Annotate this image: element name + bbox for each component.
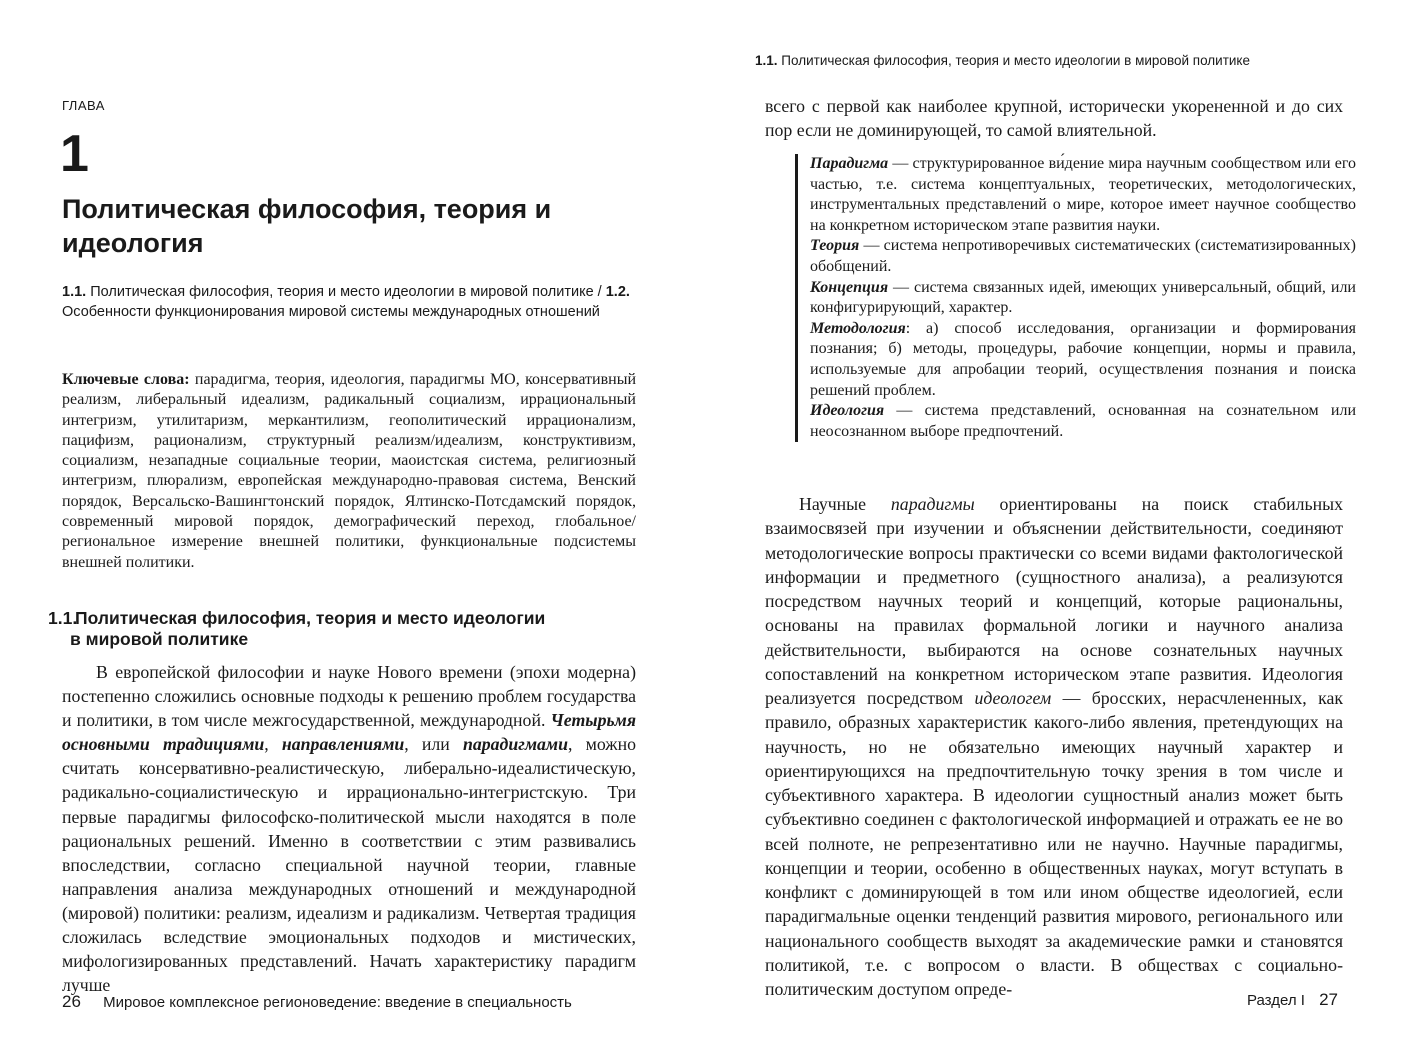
- definition-term: Парадигма: [810, 155, 889, 172]
- text-run: ориентированы на поиск стабильных взаимосвязей при изучении и объяснении действительности, соединяют методологические вопросы практически со всеми видами фактологической информации и предметного (сущностного анализа), а реализуются посредством научных теорий и концепций, которые рациональны, основаны на правилах формальной логики и научного анализа действительности, выбираются на основе сознательных научных сопоставлений на конкретном историческом этапе развития. Идеология реализуется посредством: [765, 494, 1344, 708]
- paragraph: [62, 660, 636, 997]
- right-page: [707, 0, 1415, 1045]
- definition-term: Теория: [810, 237, 860, 255]
- body-text-top: [765, 94, 1343, 142]
- definition-item: [810, 401, 1356, 442]
- definition-text: — система связанных идей, имеющих универсальный, общий, или конфигурирующий, характер.: [810, 278, 1356, 317]
- contents-item2-text: Особенности функционирования мировой системы международных отношений: [62, 304, 600, 320]
- running-head-num: 1.1.: [755, 53, 778, 68]
- definition-item: [810, 154, 1356, 236]
- definition-text: — система непротиворечивых систематических (систематизированных) обобщений.: [810, 237, 1356, 275]
- contents-item2-num: 1.2.: [605, 284, 630, 300]
- text-run: В европейской философии и науке Нового времени (эпохи модерна) постепенно сложились основные подходы к решению проблем государства и политики, в том числе межгосударственной, международной.: [62, 662, 636, 731]
- definition-term: Идеология: [810, 402, 885, 420]
- text-run: , можно считать консервативно-реалистическую, либерально-идеалистическую, радикально-социалистическую и иррационально-интегристскую. Три первые парадигмы философско-политической мысли находятся в поле рациональных решений. Именно в соответствии с этим развивались впоследствии, согласно специальной научной теории, главные направления анализа международных отношений и международной (мировой) политики: реализм, идеализм и радикализм. Четвертая традиция сложилась вследствие эмоциональных подходов и мистических, мифологизированных представлений. Начать характеристику парадигм лучше: [62, 734, 636, 996]
- contents-item1-num: 1.1.: [62, 284, 87, 300]
- paragraph: всего с первой как наиболее крупной, исторически укорененной и до сих пор если не доминирующей, то самой влиятельной.: [765, 96, 1343, 140]
- emphasis: идеологем: [974, 688, 1052, 708]
- running-head-text: Политическая философия, теория и место идеологии в мировой политике: [781, 53, 1250, 68]
- keywords-block: [62, 370, 636, 573]
- emphasis: направлениями: [281, 734, 405, 755]
- chapter-label: ГЛАВА: [62, 98, 105, 113]
- text-run: Научные: [799, 494, 891, 514]
- definition-text: — система представлений, основанная на сознательном или неосознанном выборе предпочтений.: [810, 402, 1356, 440]
- definition-text: : а) способ исследования, организации и формирования познания; б) методы, процедуры, рабочие концепции, нормы и правила, используемые для апробации теорий, осуществления познания и поиска решений проблем.: [810, 319, 1356, 399]
- running-head: [755, 53, 1250, 68]
- keywords-text: парадигма, теория, идеология, парадигмы МО, консервативный реализм, либеральный идеализм, радикальный социализм, иррациональный интегризм, утилитаризм, меркантилизм, геополитический иррационализм, пацифизм, рационализм, структурный реализм/идеализм, конструктивизм, социализм, незападные социальные теории, маоистская система, религиозный интегризм, плюрализм, европейская международно-правовая система, Венский порядок, Версальско-Вашингтонский порядок, Ялтинско-Потсдамский порядок, современный мировой порядок, демографический переход, глобальное/региональное измерение внешней политики, функциональные подсистемы внешней политики.: [62, 371, 637, 571]
- body-text-right: [765, 492, 1343, 1001]
- footer-left: [62, 992, 572, 1012]
- section-number: 1.1.: [48, 608, 78, 628]
- definition-item: [810, 319, 1356, 401]
- definition-text: — структурированное ви́дение мира научным сообществом или его частью, т.е. система концептуальных, теоретических, методологических, инструментальных представлений о мире, которое имеет научное сообщество на конкретном историческом этапе развития науки.: [810, 155, 1356, 234]
- definition-item: [810, 236, 1356, 277]
- text-run: ,: [264, 734, 282, 755]
- contents-item1-text: Политическая философия, теория и место идеологии в мировой политике: [90, 284, 594, 300]
- section-title-line1: Политическая философия, теория и место идеологии: [75, 608, 546, 628]
- book-title: Мировое комплексное регионоведение: введение в специальность: [103, 994, 572, 1011]
- page-number: 26: [62, 992, 81, 1011]
- paragraph: [765, 492, 1343, 1001]
- definition-term: Методология: [810, 319, 906, 337]
- section-label: Раздел I: [1247, 992, 1305, 1009]
- emphasis: парадигмы: [890, 494, 975, 514]
- chapter-title: Политическая философия, теория и идеология: [62, 194, 552, 258]
- footer-right: [1247, 990, 1338, 1010]
- text-run: — бросских, нерасчлененных, как правило, образных характеристик какого-либо явления, претендующих на научность, но не обязательно имеющих научный характер и ориентирующихся на предпочтительную точку зрения в том числе и субъективного характера. В идеологии сущностный анализ может быть субъективно соединен с фактологической информацией и отражать ее не во всей полноте, не репрезентативно или не научно. Научные парадигмы, концепции и теории, особенно в общественных науках, могут вступать в конфликт с доминирующей в том или ином обществе идеологией, если парадигмальные оценки тенденций развития мирового, регионального или национального сообществ выходят за академические рамки и становятся политикой, т.е. с вопросом о власти. В обществах с социально-политическим доступом опреде-: [765, 688, 1343, 999]
- keywords-label: Ключевые слова:: [62, 371, 190, 388]
- chapter-contents: [62, 282, 636, 322]
- section-heading: [48, 608, 648, 650]
- emphasis: Четырьмя основными традициями: [62, 710, 636, 755]
- chapter-number: 1: [60, 125, 89, 183]
- page-number: 27: [1319, 990, 1339, 1009]
- definition-item: [810, 278, 1356, 319]
- section-title-line2: в мировой политике: [70, 629, 249, 649]
- body-text-left: [62, 660, 636, 997]
- definitions-box: [795, 154, 1356, 442]
- definition-term: Концепция: [810, 278, 889, 296]
- left-page: [0, 0, 707, 1045]
- contents-separator: /: [597, 284, 602, 300]
- text-run: , или: [404, 734, 463, 755]
- emphasis: парадигмами: [463, 734, 568, 755]
